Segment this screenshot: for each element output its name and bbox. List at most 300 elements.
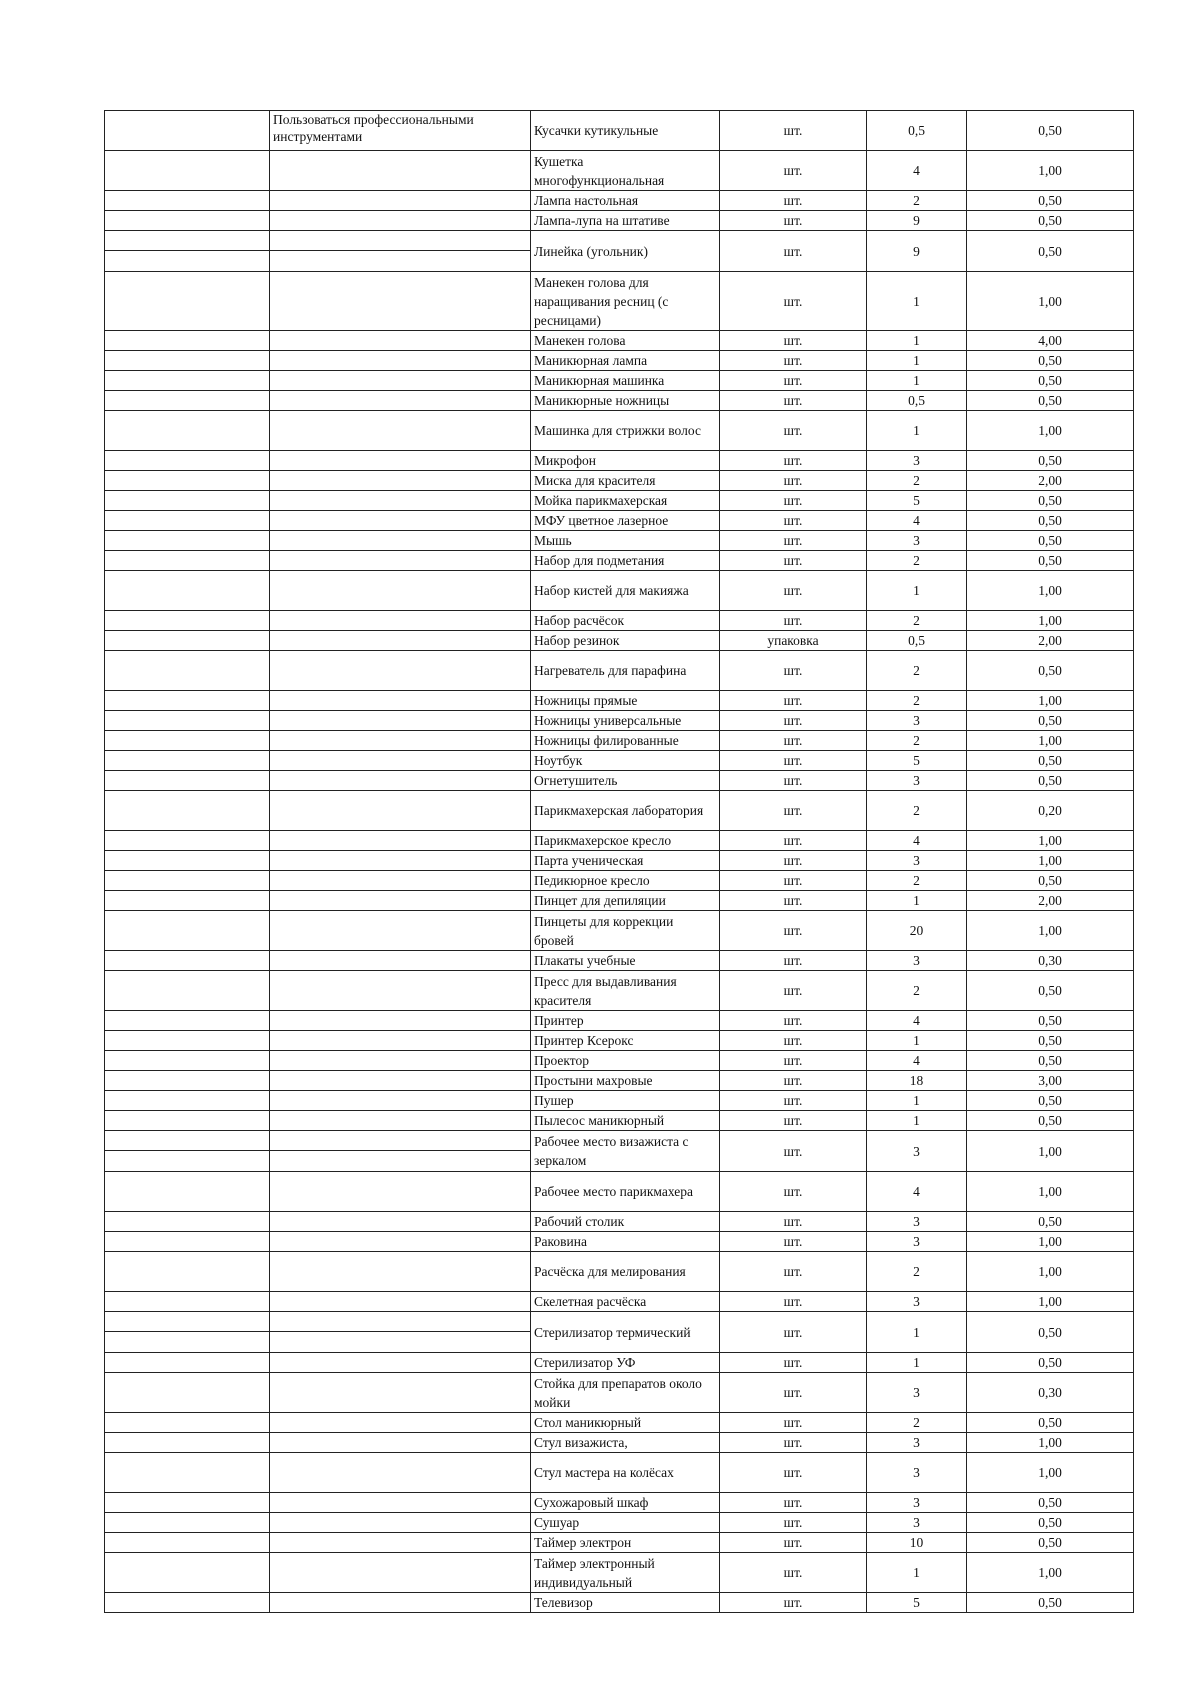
quantity-cell: 2 [867, 611, 967, 631]
blank-cell [270, 211, 531, 231]
item-name: Педикюрное кресло [534, 873, 650, 888]
table-row [105, 411, 1134, 451]
table-row [105, 1011, 1134, 1031]
norm-cell: 2,00 [967, 471, 1134, 491]
unit-cell: шт. [720, 851, 867, 871]
item-name-cell [531, 711, 720, 731]
blank-cell [105, 111, 270, 151]
blank-cell [105, 1292, 270, 1312]
blank-cell [270, 551, 531, 571]
table-row [105, 831, 1134, 851]
item-name-cell [531, 1553, 720, 1593]
norm-cell: 0,50 [967, 1011, 1134, 1031]
table-row [105, 951, 1134, 971]
item-name: Ноутбук [534, 753, 583, 768]
blank-cell [270, 871, 531, 891]
norm-cell: 1,00 [967, 1433, 1134, 1453]
unit-cell: шт. [720, 971, 867, 1011]
blank-cell [270, 651, 531, 691]
item-name-cell [531, 871, 720, 891]
blank-cell [270, 391, 531, 411]
table-row [105, 391, 1134, 411]
quantity-cell: 1 [867, 891, 967, 911]
blank-cell [105, 631, 270, 651]
unit-cell: шт. [720, 911, 867, 951]
item-name-cell [531, 371, 720, 391]
unit-cell: шт. [720, 751, 867, 771]
item-name: Кушетка многофункциональная [534, 153, 665, 188]
norm-cell: 0,50 [967, 1513, 1134, 1533]
blank-cell [270, 951, 531, 971]
item-name: Маникюрная машинка [534, 373, 665, 388]
unit-cell: шт. [720, 1212, 867, 1232]
table-row [105, 111, 1134, 151]
unit-cell: шт. [720, 951, 867, 971]
norm-cell: 1,00 [967, 272, 1134, 331]
item-name: Огнетушитель [534, 773, 618, 788]
item-name: Ножницы универсальные [534, 713, 682, 728]
blank-cell [270, 1091, 531, 1111]
table-row [105, 1131, 1134, 1172]
item-name-cell [531, 451, 720, 471]
table-row [105, 1533, 1134, 1553]
blank-cell [105, 771, 270, 791]
norm-cell: 1,00 [967, 731, 1134, 751]
quantity-cell: 0,5 [867, 111, 967, 151]
blank-cell [105, 1513, 270, 1533]
item-name: Принтер [534, 1013, 584, 1028]
item-name-cell [531, 211, 720, 231]
item-name: Набор резинок [534, 633, 620, 648]
item-name-cell [531, 391, 720, 411]
item-name-cell [531, 1252, 720, 1292]
item-name: Рабочее место визажиста с зеркалом [534, 1134, 689, 1168]
unit-cell: шт. [720, 1292, 867, 1312]
item-name-cell [531, 771, 720, 791]
item-name: Скелетная расчёска [534, 1294, 647, 1309]
norm-cell: 0,50 [967, 1353, 1134, 1373]
item-name: Расчёска для мелирования [534, 1264, 686, 1279]
blank-cell [270, 471, 531, 491]
table-row [105, 791, 1134, 831]
unit-cell: шт. [720, 611, 867, 631]
item-name-cell [531, 1091, 720, 1111]
quantity-cell: 3 [867, 1453, 967, 1493]
blank-cell [105, 1071, 270, 1091]
unit-cell: шт. [720, 1533, 867, 1553]
blank-cell [270, 1071, 531, 1091]
unit-cell: шт. [720, 211, 867, 231]
item-name: Парикмахерская лаборатория [534, 803, 704, 818]
blank-cell [105, 651, 270, 691]
blank-cell [270, 1593, 531, 1613]
norm-cell: 0,50 [967, 531, 1134, 551]
item-name-cell [531, 1533, 720, 1553]
item-name-cell [531, 951, 720, 971]
table-row [105, 1212, 1134, 1232]
unit-cell: шт. [720, 351, 867, 371]
item-name-cell [531, 151, 720, 191]
blank-cell [105, 1533, 270, 1553]
blank-cell [270, 631, 531, 651]
unit-cell: шт. [720, 1312, 867, 1353]
item-name: Пинцет для депиляции [534, 893, 666, 908]
norm-cell: 0,50 [967, 111, 1134, 151]
norm-cell: 3,00 [967, 1071, 1134, 1091]
blank-cell [105, 1232, 270, 1252]
quantity-cell: 0,5 [867, 391, 967, 411]
quantity-cell: 3 [867, 1131, 967, 1172]
blank-cell [270, 1353, 531, 1373]
item-name-cell [531, 351, 720, 371]
item-name-cell [531, 1011, 720, 1031]
unit-cell: шт. [720, 771, 867, 791]
quantity-cell: 1 [867, 1111, 967, 1131]
blank-cell [105, 691, 270, 711]
unit-cell: шт. [720, 1031, 867, 1051]
quantity-cell: 4 [867, 151, 967, 191]
table-row [105, 1493, 1134, 1513]
unit-cell: шт. [720, 791, 867, 831]
blank-cell [270, 411, 531, 451]
table-row [105, 1453, 1134, 1493]
table-row [105, 1353, 1134, 1373]
unit-cell: шт. [720, 272, 867, 331]
quantity-cell: 9 [867, 231, 967, 272]
norm-cell: 1,00 [967, 1553, 1134, 1593]
unit-cell: шт. [720, 1353, 867, 1373]
unit-cell: шт. [720, 1593, 867, 1613]
table-row [105, 351, 1134, 371]
blank-cell [105, 551, 270, 571]
norm-cell: 0,30 [967, 951, 1134, 971]
unit-cell: упаковка [720, 631, 867, 651]
quantity-cell: 20 [867, 911, 967, 951]
item-name: Стойка для препаратов около мойки [534, 1375, 702, 1410]
blank-cell [105, 211, 270, 231]
blank-cell [270, 1513, 531, 1533]
blank-cell [270, 831, 531, 851]
table-row [105, 971, 1134, 1011]
blank-cell [105, 1353, 270, 1373]
quantity-cell: 1 [867, 1553, 967, 1593]
table-row [105, 1553, 1134, 1593]
item-name-cell [531, 1493, 720, 1513]
norm-cell: 0,50 [967, 1593, 1134, 1613]
blank-cell [270, 1312, 531, 1353]
quantity-cell: 2 [867, 471, 967, 491]
table-row [105, 691, 1134, 711]
equipment-table [104, 110, 1134, 1613]
item-name: Маникюрные ножницы [534, 393, 670, 408]
quantity-cell: 3 [867, 1373, 967, 1413]
norm-cell: 0,50 [967, 391, 1134, 411]
blank-cell [270, 731, 531, 751]
quantity-cell: 1 [867, 571, 967, 611]
item-name: Лампа-лупа на штативе [534, 213, 670, 228]
item-name: Стерилизатор термический [534, 1324, 691, 1340]
blank-cell [270, 1292, 531, 1312]
item-name-cell [531, 1051, 720, 1071]
blank-cell [105, 891, 270, 911]
blank-cell [105, 511, 270, 531]
table-row [105, 1433, 1134, 1453]
blank-cell [270, 1252, 531, 1292]
blank-cell [105, 731, 270, 751]
quantity-cell: 2 [867, 191, 967, 211]
quantity-cell: 1 [867, 1353, 967, 1373]
blank-cell [270, 1131, 531, 1172]
item-name: Сушуар [534, 1515, 580, 1530]
item-name-cell [531, 1513, 720, 1533]
table-row [105, 771, 1134, 791]
item-name-cell [531, 691, 720, 711]
item-name-cell [531, 1212, 720, 1232]
unit-cell: шт. [720, 511, 867, 531]
item-name-cell [531, 1593, 720, 1613]
table-row [105, 1051, 1134, 1071]
table-row [105, 231, 1134, 272]
norm-cell: 0,20 [967, 791, 1134, 831]
blank-cell [105, 951, 270, 971]
blank-cell [105, 971, 270, 1011]
quantity-cell: 4 [867, 1011, 967, 1031]
blank-cell [105, 411, 270, 451]
item-name: Телевизор [534, 1595, 593, 1610]
blank-cell [105, 231, 270, 272]
item-name-cell [531, 191, 720, 211]
table-row [105, 551, 1134, 571]
item-name-cell [531, 531, 720, 551]
unit-cell: шт. [720, 1252, 867, 1292]
item-name: Парта ученическая [534, 853, 644, 868]
quantity-cell: 3 [867, 1433, 967, 1453]
item-name-cell [531, 331, 720, 351]
blank-cell [270, 971, 531, 1011]
blank-cell [270, 1232, 531, 1252]
unit-cell: шт. [720, 1011, 867, 1031]
blank-cell [105, 1031, 270, 1051]
norm-cell: 0,50 [967, 751, 1134, 771]
quantity-cell: 3 [867, 1212, 967, 1232]
blank-cell [105, 331, 270, 351]
item-name-cell [531, 611, 720, 631]
item-name-cell [531, 971, 720, 1011]
item-name: Таймер электрон [534, 1535, 632, 1550]
unit-cell: шт. [720, 1493, 867, 1513]
blank-cell [270, 791, 531, 831]
item-name-cell [531, 731, 720, 751]
norm-cell: 0,50 [967, 1111, 1134, 1131]
blank-cell [270, 351, 531, 371]
item-name: Стерилизатор УФ [534, 1355, 636, 1370]
unit-cell: шт. [720, 451, 867, 471]
blank-cell [105, 191, 270, 211]
table-row [105, 1091, 1134, 1111]
norm-cell: 0,50 [967, 191, 1134, 211]
item-name: Линейка (угольник) [534, 243, 648, 259]
norm-cell: 0,50 [967, 771, 1134, 791]
norm-cell: 0,50 [967, 351, 1134, 371]
item-name-cell [531, 1453, 720, 1493]
table-row [105, 731, 1134, 751]
unit-cell: шт. [720, 471, 867, 491]
norm-cell: 1,00 [967, 911, 1134, 951]
item-name-cell [531, 891, 720, 911]
blank-cell [105, 1051, 270, 1071]
unit-cell: шт. [720, 711, 867, 731]
unit-cell: шт. [720, 331, 867, 351]
table-row [105, 911, 1134, 951]
norm-cell: 0,50 [967, 451, 1134, 471]
item-name: Мышь [534, 533, 572, 548]
quantity-cell: 3 [867, 531, 967, 551]
blank-cell [270, 711, 531, 731]
blank-cell [270, 231, 531, 272]
item-name: Таймер электронный индивидуальный [534, 1555, 655, 1590]
item-name: Парикмахерское кресло [534, 833, 672, 848]
competency-text: Пользоваться профессиональными инструментами [273, 112, 474, 144]
norm-cell: 1,00 [967, 411, 1134, 451]
item-name-cell [531, 1131, 720, 1172]
quantity-cell: 18 [867, 1071, 967, 1091]
unit-cell: шт. [720, 551, 867, 571]
unit-cell: шт. [720, 1091, 867, 1111]
blank-cell [270, 1553, 531, 1593]
norm-cell: 0,50 [967, 491, 1134, 511]
unit-cell: шт. [720, 1433, 867, 1453]
unit-cell: шт. [720, 531, 867, 551]
blank-cell [270, 1433, 531, 1453]
unit-cell: шт. [720, 1111, 867, 1131]
item-name: Стол маникюрный [534, 1415, 642, 1430]
unit-cell: шт. [720, 1051, 867, 1071]
blank-cell [270, 1533, 531, 1553]
unit-cell: шт. [720, 651, 867, 691]
blank-cell [105, 1453, 270, 1493]
norm-cell: 0,30 [967, 1373, 1134, 1413]
blank-cell [270, 1212, 531, 1232]
blank-cell [270, 1031, 531, 1051]
unit-cell: шт. [720, 111, 867, 151]
table-row [105, 1232, 1134, 1252]
norm-cell: 1,00 [967, 1232, 1134, 1252]
table-row [105, 1593, 1134, 1613]
table-row [105, 491, 1134, 511]
item-name-cell [531, 1433, 720, 1453]
norm-cell: 0,50 [967, 1091, 1134, 1111]
item-name: Сухожаровый шкаф [534, 1495, 649, 1510]
blank-cell [105, 272, 270, 331]
item-name-cell [531, 491, 720, 511]
item-name: Мойка парикмахерская [534, 493, 668, 508]
table-row [105, 631, 1134, 651]
item-name-cell [531, 1353, 720, 1373]
item-name-cell [531, 851, 720, 871]
item-name: Пылесос маникюрный [534, 1113, 665, 1128]
unit-cell: шт. [720, 1453, 867, 1493]
quantity-cell: 3 [867, 1292, 967, 1312]
quantity-cell: 4 [867, 831, 967, 851]
item-name: Кусачки кутикульные [534, 123, 659, 138]
table-row [105, 1172, 1134, 1212]
blank-cell [270, 911, 531, 951]
blank-cell [270, 151, 531, 191]
unit-cell: шт. [720, 871, 867, 891]
item-name-cell [531, 1413, 720, 1433]
unit-cell: шт. [720, 371, 867, 391]
blank-cell [105, 371, 270, 391]
blank-cell [270, 451, 531, 471]
blank-cell [105, 1252, 270, 1292]
table-row [105, 1111, 1134, 1131]
item-name: Набор кистей для макияжа [534, 583, 689, 598]
table-row [105, 451, 1134, 471]
blank-cell [105, 1131, 270, 1172]
item-name: Ножницы филированные [534, 733, 679, 748]
item-name-cell [531, 551, 720, 571]
unit-cell: шт. [720, 691, 867, 711]
norm-cell: 1,00 [967, 831, 1134, 851]
unit-cell: шт. [720, 831, 867, 851]
blank-cell [270, 1172, 531, 1212]
item-name: Пинцеты для коррекции бровей [534, 913, 674, 948]
norm-cell: 0,50 [967, 1493, 1134, 1513]
item-name: Раковина [534, 1234, 587, 1249]
item-name: МФУ цветное лазерное [534, 513, 669, 528]
blank-cell [105, 491, 270, 511]
norm-cell: 0,50 [967, 1031, 1134, 1051]
item-name-cell [531, 1292, 720, 1312]
norm-cell: 0,50 [967, 1413, 1134, 1433]
table-row [105, 272, 1134, 331]
item-name-cell [531, 1111, 720, 1131]
quantity-cell: 1 [867, 371, 967, 391]
norm-cell: 2,00 [967, 631, 1134, 651]
table-row [105, 1071, 1134, 1091]
blank-cell [105, 151, 270, 191]
quantity-cell: 1 [867, 351, 967, 371]
item-name-cell [531, 911, 720, 951]
table-row [105, 191, 1134, 211]
blank-cell [270, 691, 531, 711]
norm-cell: 0,50 [967, 1051, 1134, 1071]
norm-cell: 1,00 [967, 1252, 1134, 1292]
table-row [105, 151, 1134, 191]
blank-cell [105, 911, 270, 951]
blank-cell [105, 1172, 270, 1212]
unit-cell: шт. [720, 1131, 867, 1172]
quantity-cell: 3 [867, 1513, 967, 1533]
quantity-cell: 3 [867, 1232, 967, 1252]
quantity-cell: 4 [867, 1051, 967, 1071]
blank-cell [270, 751, 531, 771]
item-name: Стул мастера на колёсах [534, 1465, 674, 1480]
norm-cell: 1,00 [967, 1453, 1134, 1493]
blank-cell [270, 272, 531, 331]
blank-cell [105, 1593, 270, 1613]
unit-cell: шт. [720, 1172, 867, 1212]
norm-cell: 1,00 [967, 1292, 1134, 1312]
item-name: Рабочий столик [534, 1214, 625, 1229]
blank-cell [270, 1453, 531, 1493]
unit-cell: шт. [720, 231, 867, 272]
blank-cell [270, 1493, 531, 1513]
blank-cell [270, 371, 531, 391]
blank-cell [105, 851, 270, 871]
quantity-cell: 3 [867, 711, 967, 731]
item-name-cell [531, 751, 720, 771]
